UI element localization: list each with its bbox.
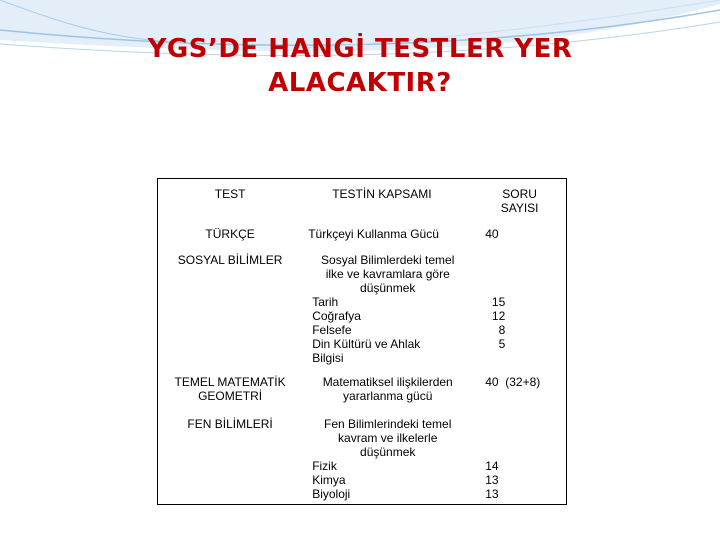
- row-test: [158, 407, 303, 505]
- row-scope-line: yararlanma gücü: [343, 388, 433, 403]
- row-scope-intro: [302, 243, 473, 295]
- row-test-line: TEMEL MATEMATİK: [174, 374, 286, 389]
- count-item: 8: [498, 322, 506, 337]
- row-count: [473, 243, 566, 365]
- scope-item: Fizik: [312, 458, 337, 473]
- count-item: 5: [498, 336, 506, 351]
- scope-item: Bilgisi: [312, 350, 344, 365]
- row-scope-line: Sosyal Bilimlerdeki temel: [321, 252, 455, 267]
- scope-item: Coğrafya: [312, 308, 361, 323]
- header-count-line2: SAYISI: [500, 201, 539, 215]
- count-item: 12: [491, 308, 506, 323]
- row-count-value: 40 (32+8): [485, 374, 541, 389]
- page-title-line-1: YGS’DE HANGİ TESTLER YER: [147, 34, 573, 64]
- row-count-value: 40: [485, 226, 499, 241]
- row-test-label: TÜRKÇE: [205, 226, 255, 241]
- row-scope-line: ilke ve kavramlara göre: [325, 266, 450, 281]
- row-test: [158, 243, 303, 365]
- row-scope-line: Fen Bilimlerindeki temel: [324, 416, 452, 431]
- row-count: [473, 219, 566, 243]
- header-count: [473, 179, 566, 219]
- page-title: [60, 32, 660, 100]
- header-count-line1: SORU: [502, 187, 537, 201]
- table-row: [158, 219, 567, 243]
- row-scope-items: [302, 295, 473, 365]
- count-item: 13: [485, 472, 499, 487]
- row-scope-line: düşünmek: [360, 280, 416, 295]
- row-count-list: [473, 407, 566, 501]
- row-scope-line: Matematiksel ilişkilerden: [322, 374, 453, 389]
- row-test-label: SOSYAL BİLİMLER: [177, 252, 283, 267]
- header-test-label: TEST: [214, 187, 246, 201]
- page-title-line-2: ALACAKTIR?: [268, 68, 452, 98]
- header-scope-label: TESTİN KAPSAMI: [332, 187, 432, 201]
- row-count-list: [473, 243, 505, 351]
- scope-item: Din Kültürü ve Ahlak: [312, 336, 421, 351]
- scope-item: Kimya: [312, 472, 346, 487]
- table-row: [158, 243, 567, 365]
- row-test-line: GEOMETRİ: [198, 388, 263, 403]
- row-scope: [302, 407, 473, 505]
- count-item: 14: [485, 458, 499, 473]
- test-table: [157, 178, 567, 505]
- table-row: [158, 407, 567, 505]
- row-test-label: [158, 365, 302, 403]
- row-scope: [302, 219, 473, 243]
- count-item: 13: [485, 486, 499, 501]
- row-test: [158, 365, 303, 407]
- row-scope: [302, 243, 473, 365]
- scope-item: Felsefe: [312, 322, 352, 337]
- count-item: 15: [491, 294, 506, 309]
- table-header-row: [158, 179, 567, 219]
- row-scope-line: kavram ve ilkelerle: [338, 430, 438, 445]
- row-scope-line: düşünmek: [360, 444, 416, 459]
- header-scope: [302, 179, 473, 219]
- row-scope: [302, 365, 473, 407]
- row-count: [473, 407, 566, 505]
- row-scope-items: [302, 459, 473, 501]
- row-test: [158, 219, 303, 243]
- table-row: [158, 365, 567, 407]
- row-count: [473, 365, 566, 407]
- row-test-label: FEN BİLİMLERİ: [187, 416, 273, 431]
- header-test: [158, 179, 303, 219]
- scope-item: Biyoloji: [312, 486, 351, 501]
- row-scope-text: Türkçeyi Kullanma Gücü: [308, 226, 439, 241]
- scope-item: Tarih: [312, 294, 339, 309]
- row-scope-intro: [302, 365, 473, 403]
- row-scope-intro: [302, 407, 473, 459]
